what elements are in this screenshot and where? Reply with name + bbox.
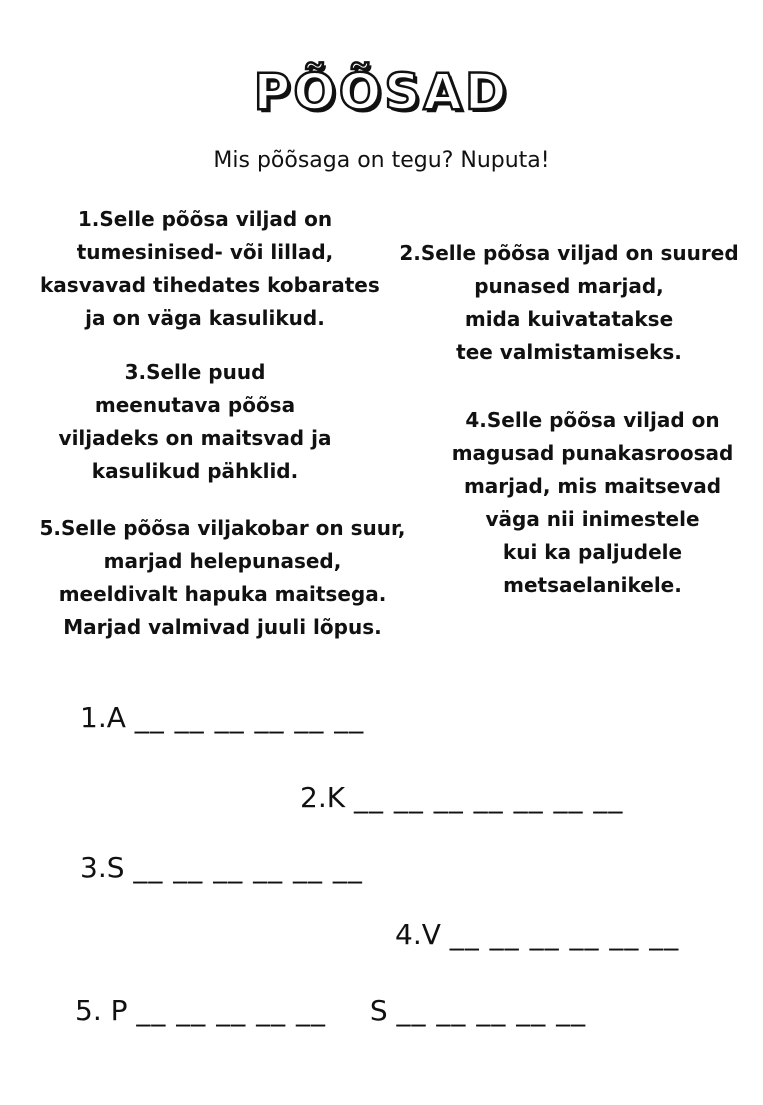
clue-5	[25, 512, 420, 644]
page-subtitle: Mis põõsaga on tegu? Nuputa!	[213, 148, 550, 173]
answer-prefix: 1.A	[80, 701, 126, 734]
clue-line: punased marjad,	[474, 274, 664, 298]
clue-line: meenutava põõsa	[94, 393, 296, 417]
answer-blanks[interactable]: __ __ __ __ __ __	[133, 851, 363, 884]
clue-line: marjad helepunased,	[103, 549, 342, 573]
answer-prefix: 3.S	[80, 851, 125, 884]
clue-4	[440, 404, 745, 602]
clue-line: magusad punakasroosad	[451, 441, 734, 465]
answer-line-2[interactable]	[300, 780, 623, 816]
clue-line: kasvavad tihedates kobarates	[40, 273, 380, 297]
clue-line: viljadeks on maitsvad ja	[58, 426, 332, 450]
clue-line: kasulikud pähklid.	[91, 459, 299, 483]
answer-blanks[interactable]: __ __ __ __ __ __	[449, 918, 680, 951]
clue-line: tee valmistamiseks.	[456, 340, 682, 364]
clue-1	[40, 203, 380, 335]
answer-blanks[interactable]: __ __ __ __ __	[136, 994, 327, 1027]
clue-line: väga nii inimestele	[485, 507, 700, 531]
clue-line: 4.Selle põõsa viljad on	[465, 408, 720, 432]
answer-prefix: 2.K	[300, 781, 346, 814]
answer-line-3[interactable]	[80, 850, 363, 886]
answer-prefix: 4.V	[395, 918, 441, 951]
clue-line: 1.Selle põõsa viljad on	[77, 207, 333, 231]
clue-line: tumesinised- või lillad,	[76, 240, 334, 264]
clue-line: 5.Selle põõsa viljakobar on suur,	[39, 516, 406, 540]
answer-blanks[interactable]: __ __ __ __ __ __ __	[353, 781, 624, 814]
page-title: PÕÕSAD	[253, 63, 510, 121]
answer-blanks[interactable]: __ __ __ __ __ __	[134, 701, 365, 734]
answer-line-1[interactable]	[80, 700, 364, 736]
clue-line: ja on väga kasulikud.	[85, 306, 325, 330]
answer-prefix: 5. P	[75, 994, 128, 1027]
answer-prefix-second: S	[369, 994, 388, 1027]
clue-line: 3.Selle puud	[124, 360, 266, 384]
clue-line: mida kuivatatakse	[464, 307, 674, 331]
clue-line: kui ka paljudele	[502, 540, 683, 564]
answer-line-4[interactable]	[395, 917, 679, 953]
clue-line: metsaelanikele.	[503, 573, 682, 597]
clue-3	[40, 356, 350, 488]
clue-line: 2.Selle põõsa viljad on suured	[399, 241, 739, 265]
answer-line-5[interactable]	[75, 993, 586, 1029]
clue-line: Marjad valmivad juuli lõpus.	[63, 615, 382, 639]
answer-blanks-second[interactable]: __ __ __ __ __	[396, 994, 587, 1027]
clue-2	[393, 237, 745, 369]
clue-line: meeldivalt hapuka maitsega.	[58, 582, 387, 606]
clue-line: marjad, mis maitsevad	[463, 474, 722, 498]
